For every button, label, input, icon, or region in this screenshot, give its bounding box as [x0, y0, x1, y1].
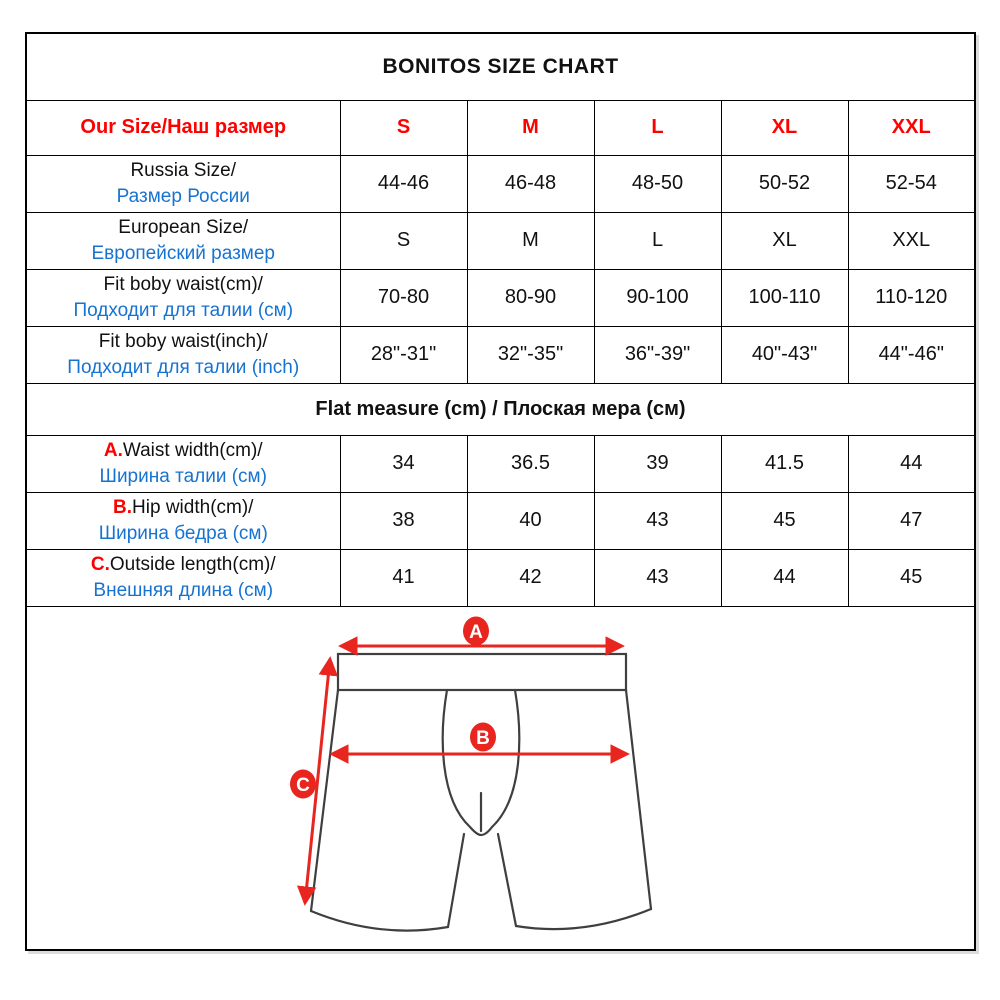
right-outer-edge — [626, 690, 651, 909]
value-cell: 28"-31" — [340, 326, 467, 383]
title-row — [26, 33, 975, 100]
fit-size-row — [26, 155, 975, 212]
value-cell: 44 — [721, 549, 848, 606]
row-label-ru: Подходит для талии (inch) — [67, 356, 300, 378]
value-cell: 52-54 — [848, 155, 975, 212]
value-cell: 36.5 — [467, 435, 594, 492]
value-cell: 42 — [467, 549, 594, 606]
value-cell: 45 — [721, 492, 848, 549]
row-label-en: Fit boby waist(cm)/ — [103, 273, 263, 295]
row-label — [26, 269, 340, 326]
value-cell: 32"-35" — [467, 326, 594, 383]
flat-measure-row — [26, 492, 975, 549]
row-letter-prefix: C. — [90, 553, 110, 575]
row-label-en: European Size/ — [118, 216, 249, 238]
row-label-ru: Внешняя длина (см) — [93, 579, 274, 601]
size-column-header: S — [340, 100, 467, 155]
value-cell: 45 — [848, 549, 975, 606]
row-label-en: B.Hip width(cm)/ — [113, 496, 254, 518]
left-inner-edge — [448, 834, 464, 927]
value-cell: S — [340, 212, 467, 269]
value-cell: 43 — [594, 492, 721, 549]
value-cell: XL — [721, 212, 848, 269]
label-c-text: C — [296, 774, 310, 796]
value-cell: 110-120 — [848, 269, 975, 326]
value-cell: 43 — [594, 549, 721, 606]
row-label-en: Fit boby waist(inch)/ — [98, 330, 268, 352]
flat-measure-row — [26, 435, 975, 492]
shorts-outline — [311, 654, 651, 931]
arrow-label-badges — [290, 616, 496, 798]
size-column-header: M — [467, 100, 594, 155]
right-inner-edge — [498, 834, 516, 926]
value-cell: 40 — [467, 492, 594, 549]
row-label — [26, 492, 340, 549]
size-column-header: XL — [721, 100, 848, 155]
row-label-en: C.Outside length(cm)/ — [90, 553, 276, 575]
size-column-header: XXL — [848, 100, 975, 155]
flat-measure-row — [26, 549, 975, 606]
row-label — [26, 155, 340, 212]
value-cell: 44"-46" — [848, 326, 975, 383]
row-label-ru: Размер России — [116, 185, 250, 207]
value-cell: L — [594, 212, 721, 269]
size-header-label: Our Size/Наш размер — [26, 100, 340, 155]
waistband-outline — [338, 654, 626, 690]
value-cell: 38 — [340, 492, 467, 549]
value-cell: 44 — [848, 435, 975, 492]
value-cell: 39 — [594, 435, 721, 492]
label-b-text: B — [476, 727, 490, 749]
value-cell: 100-110 — [721, 269, 848, 326]
value-cell: 41 — [340, 549, 467, 606]
value-cell: 47 — [848, 492, 975, 549]
row-label-ru: Ширина бедра (см) — [98, 522, 268, 544]
value-cell: XXL — [848, 212, 975, 269]
row-label-ru: Подходит для талии (см) — [73, 299, 294, 321]
value-cell: 90-100 — [594, 269, 721, 326]
row-letter-prefix: A. — [103, 439, 123, 461]
row-label — [26, 435, 340, 492]
value-cell: 48-50 — [594, 155, 721, 212]
value-cell: 36"-39" — [594, 326, 721, 383]
value-cell: 70-80 — [340, 269, 467, 326]
value-cell: 41.5 — [721, 435, 848, 492]
row-label — [26, 326, 340, 383]
boxer-shorts-diagram — [27, 607, 974, 949]
row-letter-prefix: B. — [113, 496, 133, 518]
row-label-en: Russia Size/ — [130, 159, 237, 181]
fit-size-row — [26, 326, 975, 383]
measurement-diagram-cell — [26, 606, 975, 950]
row-label-ru: Ширина талии (см) — [99, 465, 267, 487]
value-cell: M — [467, 212, 594, 269]
section-header: Flat measure (cm) / Плоская мера (см) — [26, 383, 975, 435]
size-header-row — [26, 100, 975, 155]
size-chart-table — [25, 32, 976, 951]
row-label — [26, 549, 340, 606]
label-a-text: A — [469, 621, 483, 643]
row-label-en: A.Waist width(cm)/ — [103, 439, 263, 461]
measurement-arrows — [305, 646, 627, 903]
value-cell: 40"-43" — [721, 326, 848, 383]
fit-size-row — [26, 269, 975, 326]
page-title: BONITOS SIZE CHART — [26, 33, 975, 100]
right-hem — [516, 909, 651, 929]
fit-size-row — [26, 212, 975, 269]
diagram-row — [26, 606, 975, 950]
size-column-header: L — [594, 100, 721, 155]
value-cell: 34 — [340, 435, 467, 492]
section-header-row — [26, 383, 975, 435]
value-cell: 50-52 — [721, 155, 848, 212]
value-cell: 80-90 — [467, 269, 594, 326]
row-label-ru: Европейский размер — [91, 242, 275, 264]
left-hem — [311, 911, 448, 931]
value-cell: 44-46 — [340, 155, 467, 212]
row-label — [26, 212, 340, 269]
value-cell: 46-48 — [467, 155, 594, 212]
